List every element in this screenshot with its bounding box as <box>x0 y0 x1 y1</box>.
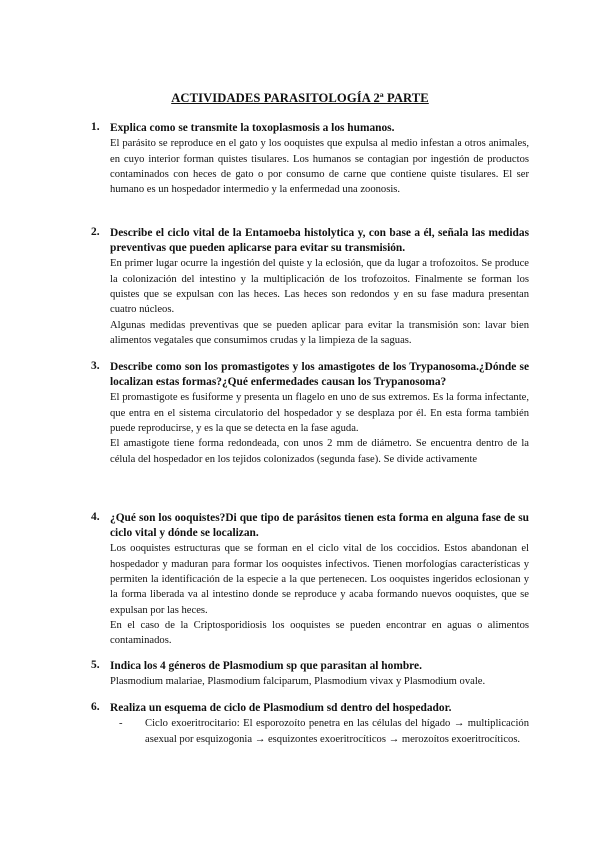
question-heading: ¿Qué son los ooquistes?Di que tipo de parásitos tienen esta forma en alguna fase de su ciclo vital y dónde se localizan. <box>110 512 529 540</box>
question-4 <box>91 511 529 648</box>
question-number: 2. <box>91 226 100 238</box>
question-heading: Indica los 4 géneros de Plasmodium sp que parasitan al hombre. <box>110 660 422 672</box>
question-number: 6. <box>91 701 100 713</box>
answer-paragraph: El parásito se reproduce en el gato y los ooquistes que expulsa al medio infestan a otros animales, en cuyo interior forman quistes tisulares. Los humanos se contagian por ingestión de productos contaminados con heces de gato o por consumo de carne que contiene quiste tisulares. El ser humano es un hospedador intermedio y la enfermedad una zoonosis. <box>110 138 529 196</box>
page-title: ACTIVIDADES PARASITOLOGÍA 2ª PARTE <box>171 91 429 105</box>
answer-paragraph: En el caso de la Criptosporidiosis los ooquistes se pueden encontrar en aguas o alimentos contaminados. <box>110 619 529 647</box>
question-number: 5. <box>91 659 100 671</box>
answer-paragraph: Los ooquistes estructuras que se forman en el ciclo vital de los coccidios. Estos abandonan el hospedador y maduran para formar los ooquistes infectivos. Tienen morfologías características y permiten la identificación de la especie a la que pertenecen. Los ooquistes ingeridos eclosionan y la forma liberada va al intestino donde se reproduce y acaba formando nuevos ooquistes, que se expulsan por las heces. <box>110 543 529 616</box>
answer <box>110 390 529 466</box>
answer <box>110 541 529 648</box>
bullet-text: Ciclo exoeritrocitario: El esporozoíto penetra en las células del hígado → multiplicación asexual por esquizogonia → esquizontes exoeritrocíticos → merozoítos exoeritrocíticos. <box>145 718 529 745</box>
bullet-item <box>110 716 529 747</box>
question-heading: Describe el ciclo vital de la Entamoeba histolytica y, con base a él, señala las medidas preventivas que pueden aplicarse para evitar su transmisión. <box>110 227 529 255</box>
answer <box>110 256 529 348</box>
question-2 <box>91 226 529 348</box>
answer <box>110 136 529 197</box>
question-number: 4. <box>91 511 100 523</box>
question-3 <box>91 360 529 467</box>
bullet-marker: - <box>119 718 123 730</box>
question-heading: Describe como son los promastigotes y los amastigotes de los Trypanosoma.¿Dónde se localizan estas formas?¿Qué enfermedades causan los Trypanosoma? <box>110 361 529 389</box>
answer-paragraph: El amastigote tiene forma redondeada, con unos 2 mm de diámetro. Se encuentra dentro de la célula del hospedador en los tejidos colonizados (segunda fase). Se divide activamente <box>110 438 529 465</box>
question-5 <box>91 659 529 690</box>
question-number: 1. <box>91 121 100 133</box>
answer-paragraph: El promastigote es fusiforme y presenta un flagelo en uno de sus extremos. Es la forma infectante, que entra en el sistema circulatorio del hospedador y se desplaza por él. En esta forma también puede reproducirse, y es la que se detecta en la fase aguda. <box>110 392 529 434</box>
question-6 <box>91 701 529 747</box>
question-number: 3. <box>91 360 100 372</box>
answer-paragraph: En primer lugar ocurre la ingestión del quiste y la eclosión, que da lugar a trofozoitos. Se produce la colonización del intestino y la multiplicación de los trofozoitos. Finalmente se forman los quistes que se expulsan con las heces. Las heces son redondos y en su fase madura presentan cuatro núcleos. <box>110 258 529 316</box>
question-1 <box>91 121 529 197</box>
answer <box>110 674 529 689</box>
answer-paragraph: Plasmodium malariae, Plasmodium falciparum, Plasmodium vivax y Plasmodium ovale. <box>110 676 486 688</box>
question-heading: Realiza un esquema de ciclo de Plasmodium sd dentro del hospedador. <box>110 702 452 714</box>
question-heading: Explica como se transmite la toxoplasmosis a los humanos. <box>110 122 395 134</box>
answer-paragraph: Algunas medidas preventivas que se pueden aplicar para evitar la transmisión son: lavar bien alimentos vegatales que consumimos crudas y la limpieza de la saguas. <box>110 319 529 346</box>
